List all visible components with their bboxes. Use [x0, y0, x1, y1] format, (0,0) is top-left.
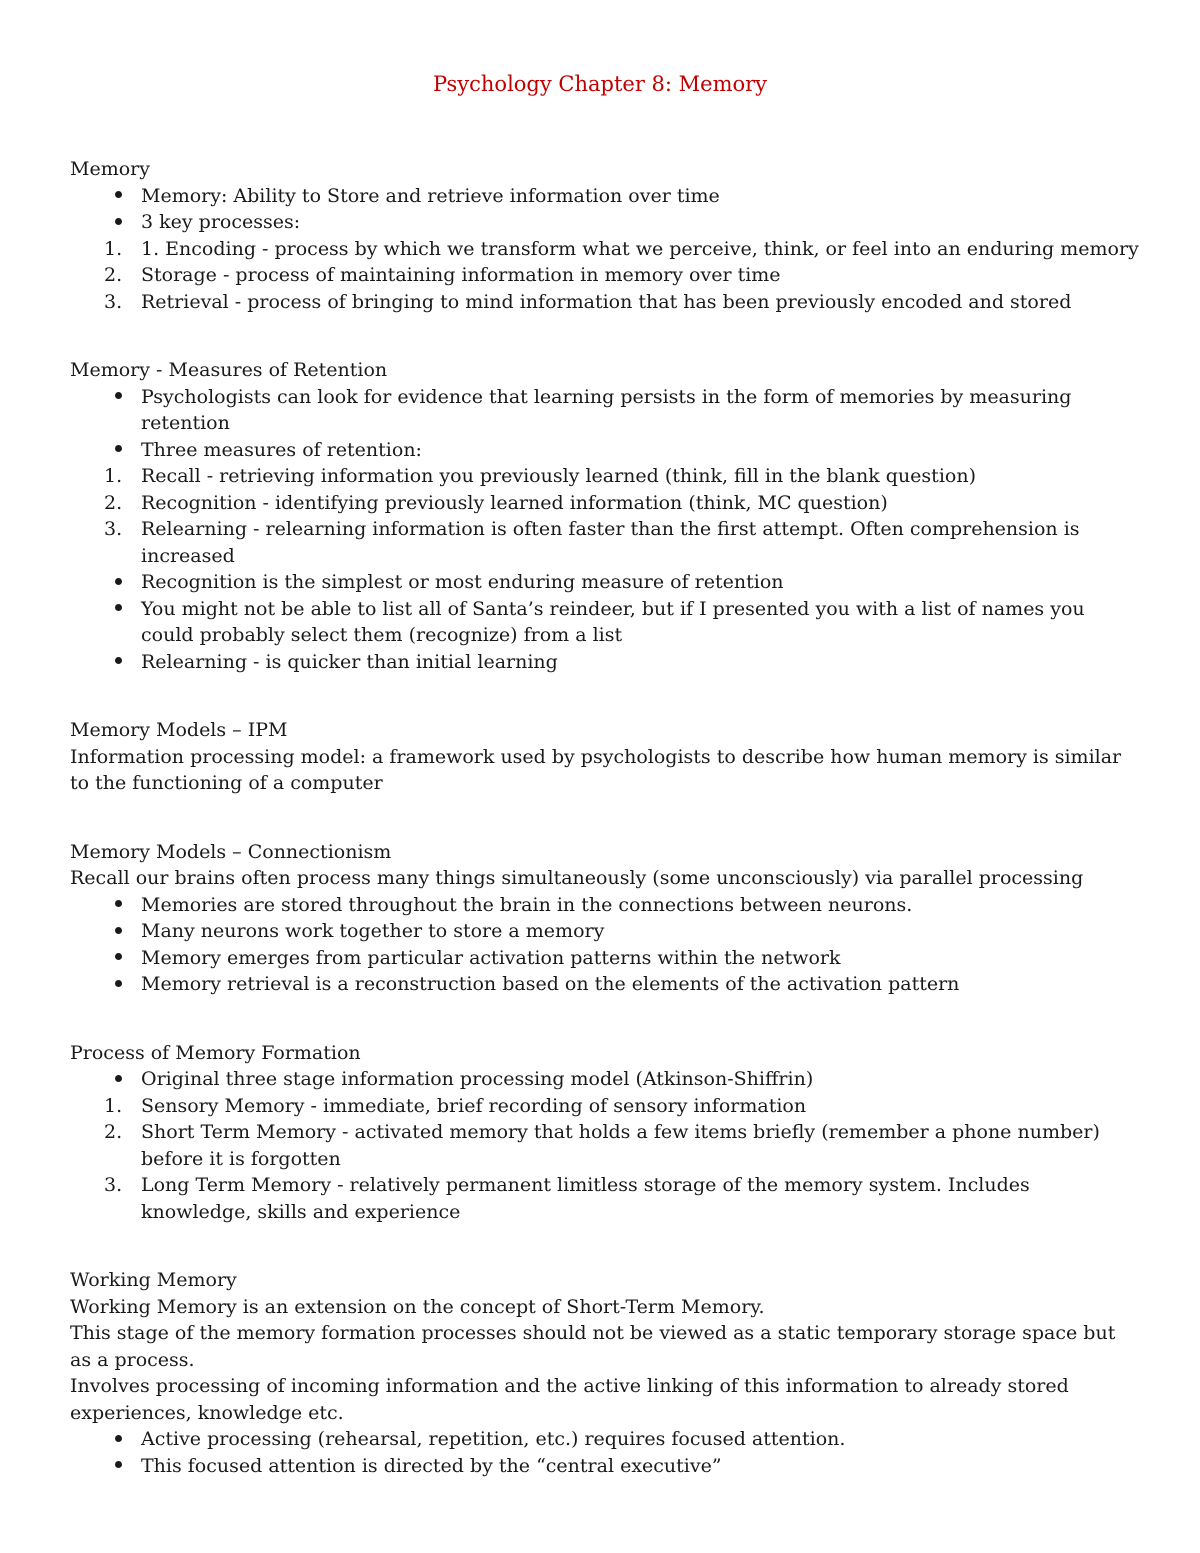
list-item	[70, 1093, 1140, 1120]
bullet-icon	[104, 596, 132, 623]
section-paragraph: Involves processing of incoming information and the active linking of this information to already stored experiences, knowledge etc.	[70, 1375, 1069, 1424]
list-item-text: Active processing (rehearsal, repetition, etc.) requires focused attention.	[141, 1428, 846, 1450]
bullet-dot-icon	[115, 604, 122, 611]
list-item-text: Recognition - identifying previously learned information (think, MC question)	[141, 491, 888, 514]
bullet-dot-icon	[115, 980, 122, 987]
bullet-icon	[104, 183, 132, 210]
list-item	[70, 596, 1140, 649]
list-item-text: Memory retrieval is a reconstruction based on the elements of the activation pattern	[141, 973, 960, 995]
list-item-text: Original three stage information processing model (Atkinson-Shiffrin)	[141, 1068, 814, 1090]
item-list	[70, 384, 1140, 676]
list-item-text: Recall - retrieving information you previously learned (think, fill in the blank question)	[141, 465, 976, 487]
bullet-dot-icon	[115, 1075, 122, 1082]
section-heading: Process of Memory Formation	[70, 1041, 361, 1064]
list-number: 2.	[104, 264, 123, 286]
bullet-dot-icon	[115, 392, 122, 399]
list-item	[70, 1172, 1140, 1225]
bullet-icon	[104, 569, 132, 596]
section-paragraph: Working Memory is an extension on the concept of Short-Term Memory.	[70, 1295, 765, 1318]
list-item	[70, 892, 1140, 919]
bullet-icon	[104, 649, 132, 676]
section	[70, 839, 1140, 998]
section	[70, 357, 1140, 675]
list-item	[70, 183, 1140, 210]
list-item-text: Short Term Memory - activated memory that holds a few items briefly (remember a phone number) before it is forgotten	[141, 1121, 1100, 1170]
list-item	[70, 569, 1140, 596]
list-item	[70, 1066, 1140, 1093]
list-item-text: 3 key processes:	[141, 211, 301, 233]
list-item	[70, 649, 1140, 676]
item-list	[70, 1426, 1140, 1479]
list-item	[70, 490, 1140, 517]
bullet-dot-icon	[115, 953, 122, 960]
list-item-text: Memory: Ability to Store and retrieve information over time	[141, 184, 720, 207]
section	[70, 156, 1140, 315]
list-number: 3.	[104, 1174, 123, 1196]
list-item-text: Relearning - is quicker than initial learning	[141, 650, 558, 673]
bullet-icon	[104, 1453, 132, 1480]
bullet-icon	[104, 209, 132, 236]
list-item-text: You might not be able to list all of Santa’s reindeer, but if I presented you with a list of names you could probably select them (recognize) from a list	[141, 597, 1085, 646]
list-number: 1.	[104, 237, 123, 260]
section-paragraph: Recall our brains often process many things simultaneously (some unconsciously) via parallel processing	[70, 867, 1084, 889]
list-item	[70, 918, 1140, 945]
bullet-dot-icon	[115, 927, 122, 934]
item-list	[70, 183, 1140, 316]
section-heading: Memory	[70, 158, 150, 180]
list-item	[70, 516, 1140, 569]
bullet-dot-icon	[115, 191, 122, 198]
page-title: Psychology Chapter 8: Memory	[432, 72, 768, 96]
list-item	[70, 945, 1140, 972]
bullet-icon	[104, 892, 132, 919]
section-heading: Memory Models – Connectionism	[70, 840, 392, 863]
list-item-text: Relearning - relearning information is often faster than the first attempt. Often comprehension is increased	[141, 518, 1080, 567]
list-number: 2.	[104, 491, 123, 514]
section	[70, 1040, 1140, 1226]
list-item	[70, 1453, 1140, 1480]
bullet-dot-icon	[115, 1435, 122, 1442]
bullet-dot-icon	[115, 657, 122, 664]
list-item-text: Psychologists can look for evidence that learning persists in the form of memories by measuring retention	[141, 385, 1072, 434]
list-number: 1.	[104, 465, 123, 487]
list-item	[70, 262, 1140, 289]
bullet-icon	[104, 1066, 132, 1093]
document-body	[70, 156, 1140, 1521]
list-item	[70, 971, 1140, 998]
list-item-text: Memory emerges from particular activation patterns within the network	[141, 946, 841, 969]
bullet-dot-icon	[115, 218, 122, 225]
list-number: 2.	[104, 1121, 123, 1143]
list-item	[70, 1426, 1140, 1453]
item-list	[70, 892, 1140, 998]
list-item	[70, 236, 1140, 263]
list-item-text: Retrieval - process of bringing to mind information that has been previously encoded and stored	[141, 290, 1072, 313]
bullet-dot-icon	[115, 445, 122, 452]
list-item-text: Storage - process of maintaining information in memory over time	[141, 264, 781, 286]
list-item	[70, 209, 1140, 236]
bullet-icon	[104, 1426, 132, 1453]
list-item	[70, 289, 1140, 316]
bullet-icon	[104, 384, 132, 411]
bullet-icon	[104, 437, 132, 464]
section-heading: Memory - Measures of Retention	[70, 359, 388, 381]
section-paragraph: This stage of the memory formation processes should not be viewed as a static temporary storage space but as a process.	[70, 1322, 1116, 1371]
list-item-text: Memories are stored throughout the brain in the connections between neurons.	[141, 893, 913, 916]
section-heading: Working Memory	[70, 1269, 237, 1291]
list-item-text: 1. Encoding - process by which we transform what we perceive, think, or feel into an enduring memory	[141, 237, 1139, 260]
list-item-text: This focused attention is directed by the “central executive”	[141, 1454, 722, 1477]
bullet-dot-icon	[115, 1461, 122, 1468]
bullet-icon	[104, 971, 132, 998]
item-list	[70, 1066, 1140, 1225]
list-item-text: Many neurons work together to store a memory	[141, 920, 605, 942]
bullet-dot-icon	[115, 900, 122, 907]
list-item	[70, 384, 1140, 437]
list-item	[70, 437, 1140, 464]
bullet-icon	[104, 918, 132, 945]
list-item	[70, 1119, 1140, 1172]
list-item-text: Three measures of retention:	[141, 438, 422, 461]
section-paragraph: Information processing model: a framework used by psychologists to describe how human memory is similar to the functioning of a computer	[70, 745, 1122, 794]
section-heading: Memory Models – IPM	[70, 719, 288, 741]
bullet-icon	[104, 945, 132, 972]
section	[70, 717, 1140, 797]
list-number: 3.	[104, 290, 123, 313]
bullet-dot-icon	[115, 578, 122, 585]
list-item-text: Recognition is the simplest or most enduring measure of retention	[141, 571, 784, 593]
list-number: 3.	[104, 518, 123, 540]
list-item	[70, 463, 1140, 490]
section	[70, 1267, 1140, 1479]
list-item-text: Long Term Memory - relatively permanent limitless storage of the memory system. Includes knowledge, skills and experience	[141, 1174, 1030, 1223]
list-item-text: Sensory Memory - immediate, brief recording of sensory information	[141, 1094, 807, 1117]
list-number: 1.	[104, 1094, 123, 1117]
